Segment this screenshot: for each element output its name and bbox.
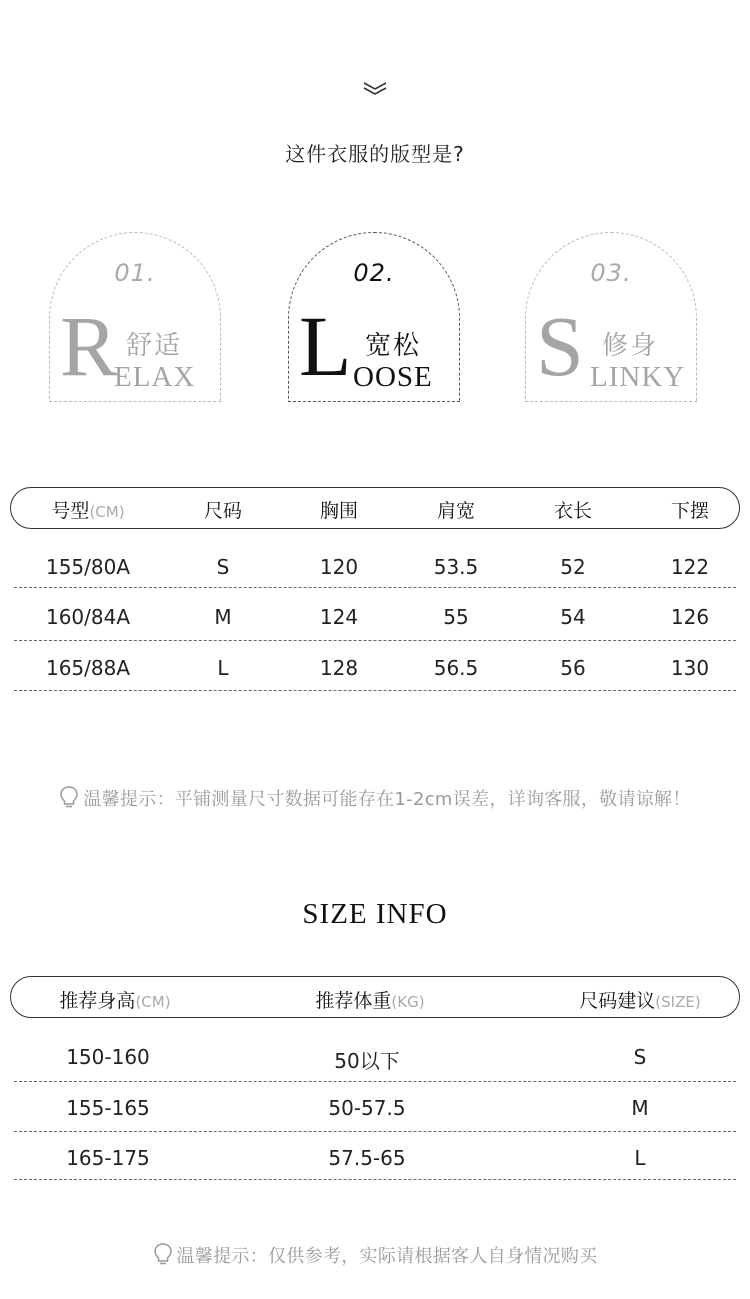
fit-number: 03. (590, 259, 632, 287)
measurement-tip (0, 785, 750, 811)
fit-english: LINKY (590, 361, 686, 393)
row-divider (14, 690, 736, 691)
table-cell: 124 (319, 605, 359, 629)
row-divider (14, 587, 736, 588)
fit-initial: R (60, 298, 118, 394)
size-info-title: SIZE INFO (302, 898, 448, 930)
table-cell: 53.5 (433, 555, 479, 579)
fit-initial: S (536, 298, 584, 394)
lightbulb-icon (153, 1242, 173, 1266)
table-cell: 128 (319, 656, 359, 680)
fit-english: ELAX (114, 361, 196, 393)
table-cell: L (634, 1146, 646, 1170)
lightbulb-icon (59, 785, 79, 809)
reference-tip (0, 1242, 750, 1268)
table-cell: S (633, 1045, 647, 1069)
header-height: 推荐身高(CM) (59, 990, 171, 1012)
fit-initial: L (299, 298, 352, 394)
table-cell: S (216, 555, 230, 579)
row-divider (14, 1179, 736, 1180)
row-divider (14, 1081, 736, 1082)
header-chest: 胸围 (319, 500, 358, 522)
table-cell: 56.5 (433, 656, 479, 680)
table-cell: M (214, 605, 232, 629)
table-cell: 155-165 (66, 1096, 150, 1120)
table-cell: 52 (560, 555, 586, 579)
header-size-type: 号型(CM) (51, 500, 125, 522)
table-cell: 155/80A (45, 555, 131, 579)
fit-card-loose (288, 232, 460, 402)
row-divider (14, 1131, 736, 1132)
tip-text: 温馨提示：平铺测量尺寸数据可能存在1-2cm误差，详询客服，敬请谅解！ (83, 789, 691, 810)
fit-question: 这件衣服的版型是? (285, 142, 465, 166)
table-cell: 55 (443, 605, 469, 629)
fit-label: 舒适 (126, 331, 183, 361)
header-weight: 推荐体重(KG) (315, 990, 425, 1012)
table-cell: 120 (319, 555, 359, 579)
fit-english: OOSE (353, 361, 433, 393)
table-cell: 130 (670, 656, 710, 680)
table-cell: M (631, 1096, 649, 1120)
fit-card-slinky (525, 232, 697, 402)
table-cell: 57.5-65 (328, 1146, 406, 1170)
table-cell: 50-57.5 (328, 1096, 406, 1120)
table-cell: 50以下 (334, 1049, 400, 1073)
fit-number: 02. (353, 259, 395, 287)
fit-label: 修身 (602, 331, 659, 361)
header-hem: 下摆 (670, 500, 709, 522)
table-cell: 165/88A (45, 656, 131, 680)
fit-label: 宽松 (365, 331, 422, 361)
row-divider (14, 640, 736, 641)
table-cell: 150-160 (66, 1045, 150, 1069)
header-length: 衣长 (553, 500, 592, 522)
table-cell: 56 (560, 656, 586, 680)
header-shoulder: 肩宽 (436, 500, 475, 522)
table-cell: L (217, 656, 229, 680)
tip-text: 温馨提示：仅供参考，实际请根据客人自身情况购买 (176, 1246, 598, 1267)
fit-card-relax (49, 232, 221, 402)
table-cell: 160/84A (45, 605, 131, 629)
table-cell: 126 (670, 605, 710, 629)
fit-number: 01. (114, 259, 156, 287)
double-chevron-down-icon (362, 80, 388, 96)
table-cell: 165-175 (66, 1146, 150, 1170)
header-size-suggestion: 尺码建议(SIZE) (579, 990, 701, 1012)
header-size: 尺码 (203, 500, 242, 522)
table-cell: 54 (560, 605, 586, 629)
table-cell: 122 (670, 555, 710, 579)
